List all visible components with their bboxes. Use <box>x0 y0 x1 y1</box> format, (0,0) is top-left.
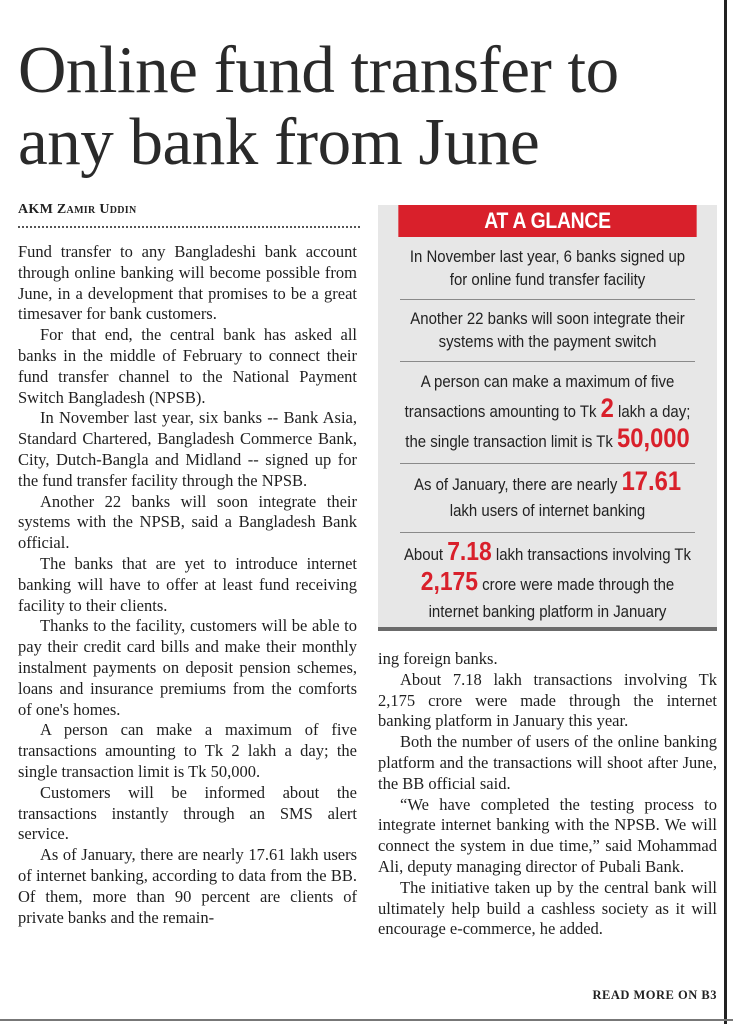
glance-text: As of January, there are nearly <box>413 475 622 494</box>
glance-text: lakh users of internet banking <box>449 501 646 520</box>
paragraph: Both the number of users of the online banking platform and the transactions will shoot after June, the BB official said. <box>378 732 717 793</box>
glance-text: lakh a day; the single transaction limit is Tk <box>405 402 691 451</box>
glance-highlight: 2 <box>600 393 614 423</box>
paragraph: Customers will be informed about the transactions instantly through an SMS alert service. <box>18 782 357 844</box>
paragraph: ing foreign banks. <box>378 649 498 668</box>
byline: AKM Zamir Uddin <box>18 202 137 217</box>
glance-item: Another 22 banks will soon integrate their systems with the payment switch <box>410 309 685 351</box>
byline-divider <box>18 226 360 228</box>
glance-highlight: 50,000 <box>617 423 690 453</box>
paragraph: The banks that are yet to introduce internet banking will have to offer at least fund receiving facility to their clients. <box>18 553 357 615</box>
glance-highlight: 7.18 <box>447 536 492 566</box>
glance-text: About <box>403 545 448 564</box>
glance-item: In November last year, 6 banks signed up for online fund transfer facility <box>409 247 686 289</box>
page-edge-border <box>724 0 727 1024</box>
glance-item <box>398 538 696 625</box>
glance-text: crore were made through the internet banking platform in January <box>428 575 675 621</box>
paragraph: The initiative taken up by the central bank will ultimately help build a cashless society as it will encourage e-commerce, he added. <box>378 877 717 939</box>
glance-highlight: 2,175 <box>420 566 479 596</box>
read-more-link[interactable]: READ MORE ON B3 <box>592 988 717 1002</box>
glance-title: AT A GLANCE <box>398 205 696 237</box>
paragraph: A person can make a maximum of five transactions amounting to Tk 2 lakh a day; the single transaction limit is Tk 50,000. <box>18 720 357 781</box>
article-column-left <box>18 242 357 928</box>
glance-divider <box>400 463 695 464</box>
glance-divider <box>400 532 695 533</box>
headline: Online fund transfer to any bank from June <box>18 33 619 179</box>
glance-text: lakh transactions involving Tk <box>491 545 692 564</box>
paragraph: In November last year, six banks -- Bank Asia, Standard Chartered, Bangladesh Commerce Bank, City, Dutch-Bangla and Midland -- signed up for the fund transfer facility through the NPSB. <box>18 408 357 490</box>
paragraph: Fund transfer to any Bangladeshi bank account through online banking will become possible from June, in a development that promises to be a great timesaver for bank customers. <box>18 242 357 324</box>
glance-item <box>398 368 696 455</box>
paragraph: Another 22 banks will soon integrate their systems with the NPSB, said a Bangladesh Bank official. <box>18 491 357 553</box>
paragraph: Thanks to the facility, customers will be able to pay their credit card bills and make their monthly instalment payments on deposit pension schemes, loans and insurance premiums from the comforts of one's homes. <box>18 616 357 719</box>
paragraph: For that end, the central bank has asked all banks in the middle of February to connect their fund transfer channel to the National Payment Switch Bangladesh (NPSB). <box>18 325 357 407</box>
glance-item <box>398 468 696 524</box>
at-a-glance-box <box>378 205 717 631</box>
paragraph: As of January, there are nearly 17.61 lakh users of internet banking, according to data from the BB. Of them, more than 90 percent are clients of private banks and the remain- <box>18 845 357 927</box>
glance-divider <box>400 299 695 300</box>
paragraph: About 7.18 lakh transactions involving Tk 2,175 crore were made through the internet banking platform in January this year. <box>378 669 717 731</box>
paragraph: “We have completed the testing process to integrate internet banking with the NPSB. We will connect the system in due time,” said Mohammad Ali, deputy managing director of Pubali Bank. <box>378 794 717 876</box>
glance-divider <box>400 361 695 362</box>
bottom-divider <box>0 1019 733 1021</box>
article-column-right <box>378 649 717 940</box>
glance-highlight: 17.61 <box>621 466 682 496</box>
glance-text: A person can make a maximum of five transactions amounting to Tk <box>404 372 675 421</box>
